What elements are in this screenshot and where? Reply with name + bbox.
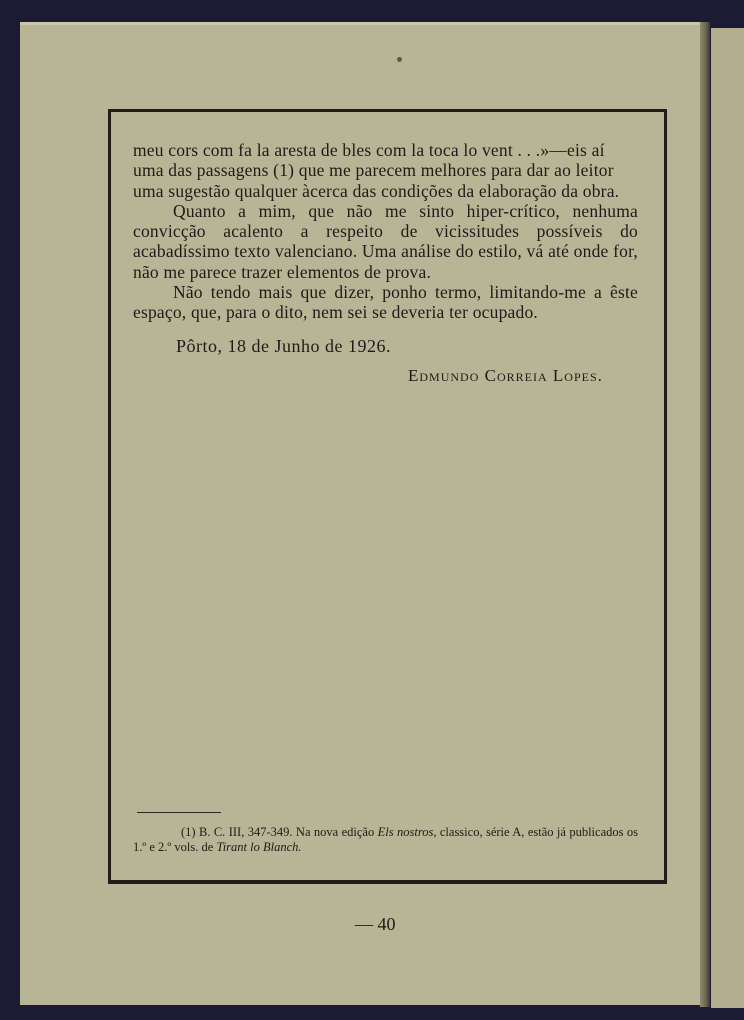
footnote-title: Tirant lo Blanch. <box>216 840 302 854</box>
text-line: meu cors com fa la aresta de bles com la toca lo vent . . .»—eis aí <box>133 140 605 160</box>
footnote-text: classico, série A, estão já publicados os 1.º e 2.º vols. de <box>133 825 639 854</box>
text-line: uma sugestão qualquer àcerca das condições da elaboração da obra. <box>133 180 620 201</box>
footnote <box>133 825 638 855</box>
main-text <box>133 140 638 323</box>
author-signature: Edmundo Correia Lopes. <box>408 366 603 385</box>
page-number: — 40 <box>355 914 396 934</box>
footnote-title: Els nostros, <box>377 825 437 839</box>
footnote-divider <box>137 812 221 813</box>
page-gutter-shadow <box>700 22 710 1007</box>
paragraph: Não tendo mais que dizer, ponho termo, limitando-me a êste espaço, que, para o dito, nem sei se deveria ter ocupado. <box>133 282 638 323</box>
text-line: uma das passagens (1) que me parecem melhores para dar ao leitor <box>133 160 614 181</box>
footnote-marker: (1) <box>181 825 196 839</box>
paper-speck <box>397 57 402 62</box>
footnote-text: B. C. III, 347-349. Na nova edição <box>198 825 375 839</box>
dateline: Pôrto, 18 de Junho de 1926. <box>176 336 391 356</box>
paragraph: Quanto a mim, que não me sinto hiper-crítico, nenhuma convicção acalento a respeito de vicissitudes possíveis do acabadíssimo texto valenciano. Uma análise do estilo, vá até onde for, não me parece trazer elementos de prova. <box>133 200 638 282</box>
adjacent-page-edge <box>711 28 744 1008</box>
